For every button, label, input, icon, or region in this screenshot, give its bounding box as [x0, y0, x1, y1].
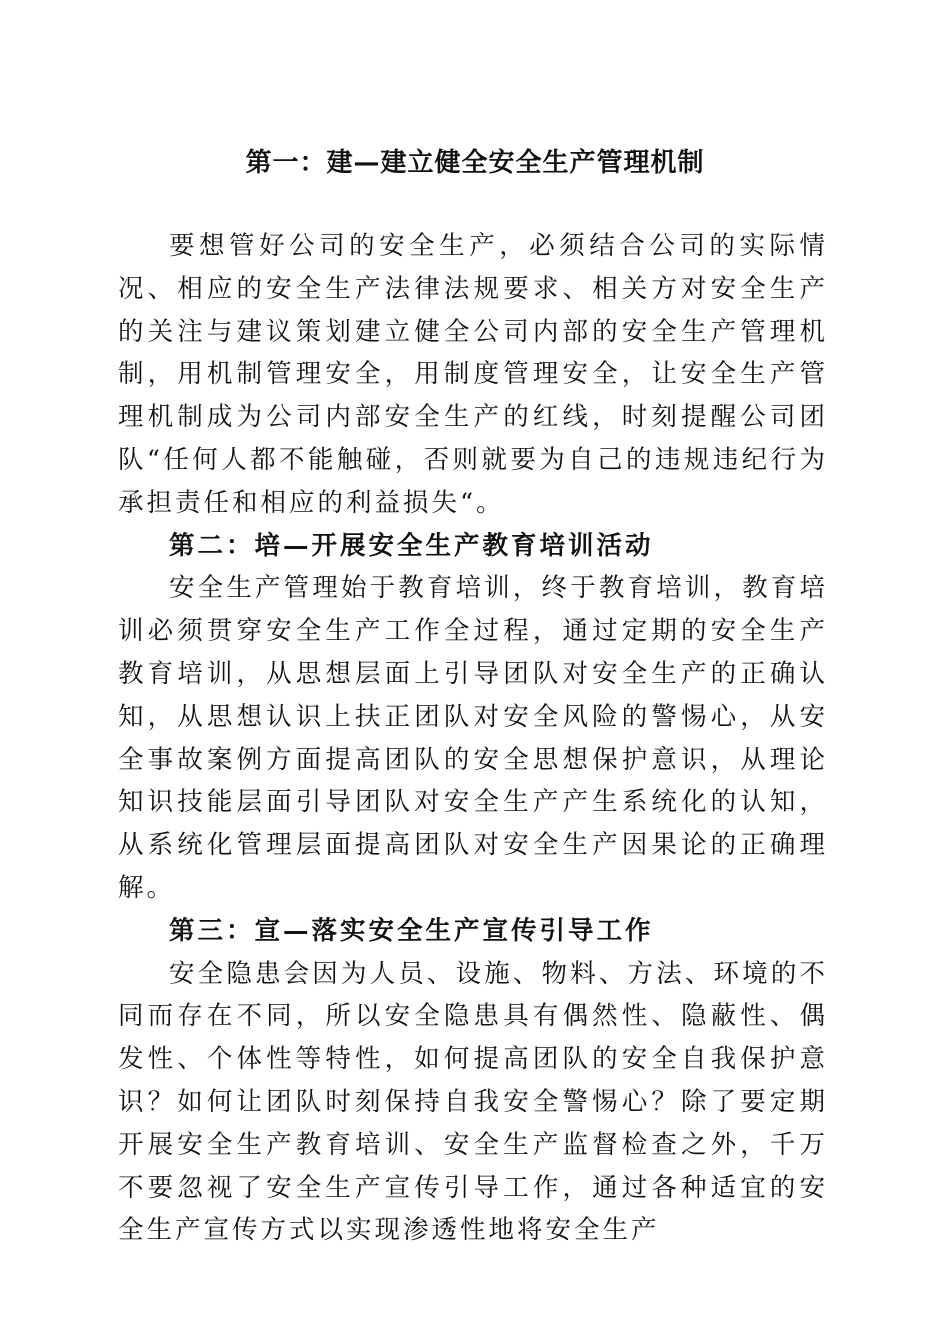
section-heading-training: 第二：培—开展安全生产教育培训活动: [169, 530, 654, 561]
paragraph-publicity: 安全隐患会因为人员、设施、物料、方法、环境的不同而存在不同，所以安全隐患具有偶然性、隐蔽性、偶发性、个体性等特性，如何提高团队的安全自我保护意识？如何让团队时刻保持自我安全警惕心？除了要定期开展安全生产教育培训、安全生产监督检查之外，千万不要忽视了安全生产宣传引导工作，通过各种适宜的安全生产宣传方式以实现渗透性地将安全生产: [118, 958, 828, 1246]
document-title: 第一：建—建立健全安全生产管理机制: [245, 148, 705, 178]
paragraph-intro: 要想管好公司的安全生产，必须结合公司的实际情况、相应的安全生产法律法规要求、相关方对安全生产的关注与建议策划建立健全公司内部的安全生产管理机制，用机制管理安全，用制度管理安全，让安全生产管理机制成为公司内部安全生产的红线，时刻提醒公司团队“任何人都不能触碰，否则就要为自己的违规违纪行为承担责任和相应的利益损失“。: [118, 231, 828, 518]
section-heading-publicity: 第三：宣—落实安全生产宣传引导工作: [169, 915, 654, 946]
paragraph-training: 安全生产管理始于教育培训，终于教育培训，教育培训必须贯穿安全生产工作全过程，通过定期的安全生产教育培训，从思想层面上引导团队对安全生产的正确认知，从思想认识上扶正团队对安全风险的警惕心，从安全事故案例方面提高团队的安全思想保护意识，从理论知识技能层面引导团队对安全生产产生系统化的认知，从系统化管理层面提高团队对安全生产因果论的正确理解。: [118, 573, 828, 903]
document-body: [118, 225, 828, 1252]
